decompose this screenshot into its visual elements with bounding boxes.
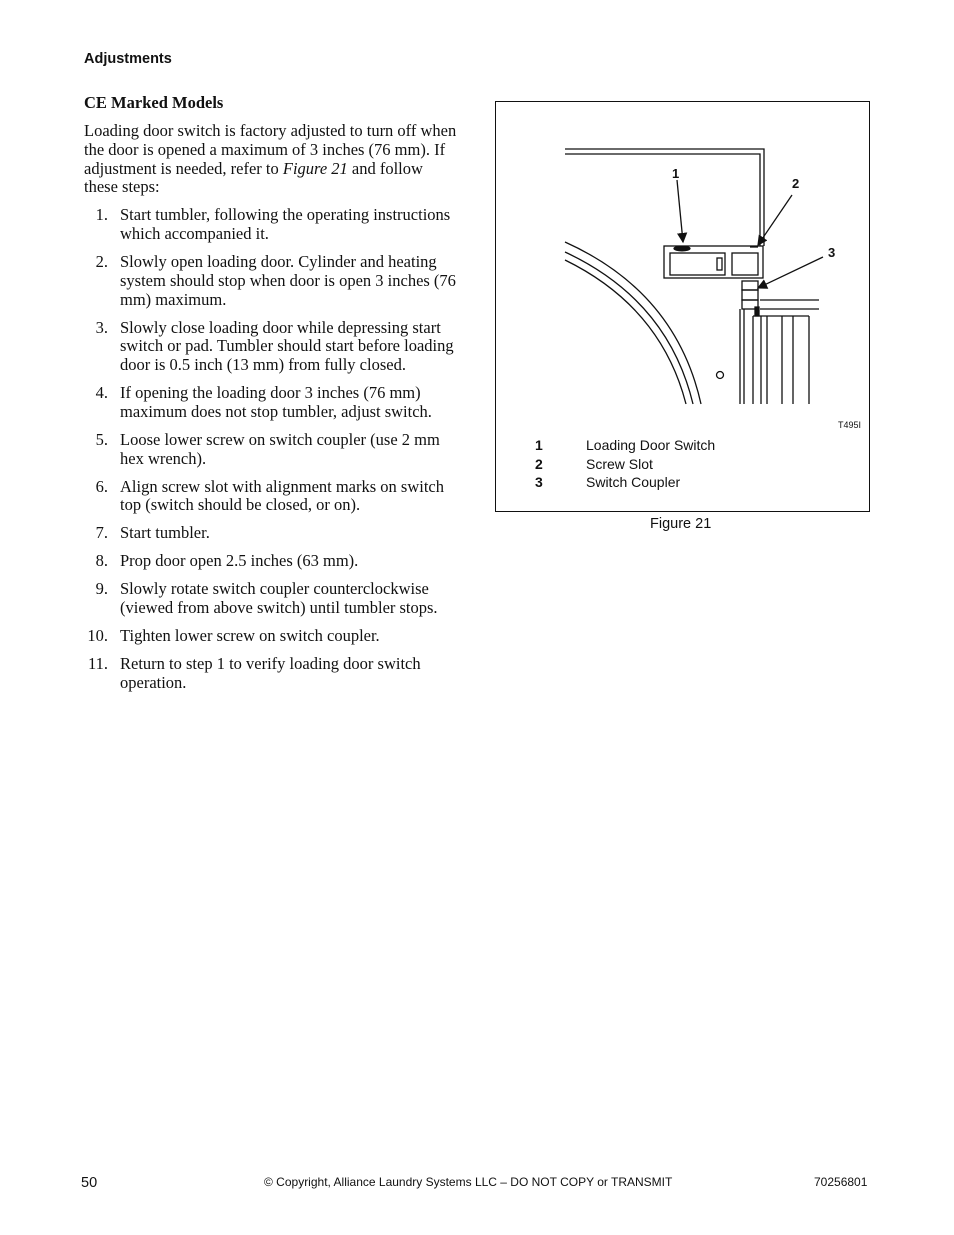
step-number: 6. xyxy=(95,476,108,496)
legend-label: Loading Door Switch xyxy=(586,437,716,453)
step-number: 9. xyxy=(95,579,108,599)
list-item xyxy=(84,253,459,309)
step-number: 10. xyxy=(87,626,108,646)
legend-label: Screw Slot xyxy=(586,455,653,472)
steps-list xyxy=(84,206,459,693)
list-item xyxy=(84,384,459,422)
figure-reference: Figure 21 xyxy=(282,158,348,178)
subheading: CE Marked Models xyxy=(84,93,224,112)
legend-label: Switch Coupler xyxy=(586,474,681,490)
step-text: Loose lower screw on switch coupler (use 2 mm hex wrench). xyxy=(120,429,440,468)
step-text: Tighten lower screw on switch coupler. xyxy=(120,626,380,646)
list-item xyxy=(84,319,459,375)
list-item xyxy=(84,655,459,693)
list-item xyxy=(84,524,459,543)
step-text: Slowly open loading door. Cylinder and heating system should stop when door is open 3 inches (76 mm) maximum. xyxy=(120,251,456,309)
list-item xyxy=(84,580,459,618)
callout-2: 2 xyxy=(792,176,800,191)
intro-text-end: and follow these steps: xyxy=(84,158,423,197)
section-header: Adjustments xyxy=(84,51,172,67)
main-text-column xyxy=(84,93,459,702)
intro-text: Loading door switch is factory adjusted to turn off when the door is opened a maximum of 3 inches (76 mm). If adjustment is needed, refer to xyxy=(84,121,457,178)
step-text: If opening the loading door 3 inches (76 mm) maximum does not stop tumbler, adjust switch. xyxy=(120,383,432,421)
figure-caption: Figure 21 xyxy=(650,516,712,532)
document-number: 70256801 xyxy=(814,1175,868,1189)
callout-1: 1 xyxy=(672,166,680,181)
list-item xyxy=(84,431,459,469)
step-number: 5. xyxy=(95,429,108,449)
step-number: 2. xyxy=(95,251,108,271)
legend-number: 2 xyxy=(535,455,543,472)
legend-number: 1 xyxy=(535,437,543,453)
step-text: Return to step 1 to verify loading door switch operation. xyxy=(120,654,421,692)
step-number: 11. xyxy=(87,654,108,674)
copyright-notice: © Copyright, Alliance Laundry Systems LLC – DO NOT COPY or TRANSMIT xyxy=(264,1175,673,1189)
step-text: Align screw slot with alignment marks on switch top (switch should be closed, or on). xyxy=(120,476,444,515)
step-text: Prop door open 2.5 inches (63 mm). xyxy=(120,551,359,571)
legend-number: 3 xyxy=(535,474,543,490)
step-number: 7. xyxy=(95,523,108,543)
figure-code: T495I xyxy=(837,420,861,430)
page-number: 50 xyxy=(81,1175,98,1191)
list-item xyxy=(84,206,459,244)
callout-3: 3 xyxy=(828,245,836,260)
step-number: 1. xyxy=(95,205,108,225)
list-item xyxy=(84,552,459,571)
figure-box xyxy=(495,101,870,512)
step-number: 8. xyxy=(95,551,108,571)
step-text: Slowly close loading door while depressing start switch or pad. Tumbler should start before loading door is 0.5 inch (13 mm) from fully closed. xyxy=(120,317,454,375)
step-text: Start tumbler, following the operating instructions which accompanied it. xyxy=(120,205,451,243)
intro-paragraph xyxy=(84,122,459,197)
step-number: 3. xyxy=(95,317,108,337)
list-item xyxy=(84,627,459,646)
step-text: Start tumbler. xyxy=(120,523,210,543)
door-switch-illustration xyxy=(496,102,869,422)
step-number: 4. xyxy=(95,383,108,403)
step-text: Slowly rotate switch coupler counterclockwise (viewed from above switch) until tumbler stops. xyxy=(120,579,438,618)
list-item xyxy=(84,478,459,516)
